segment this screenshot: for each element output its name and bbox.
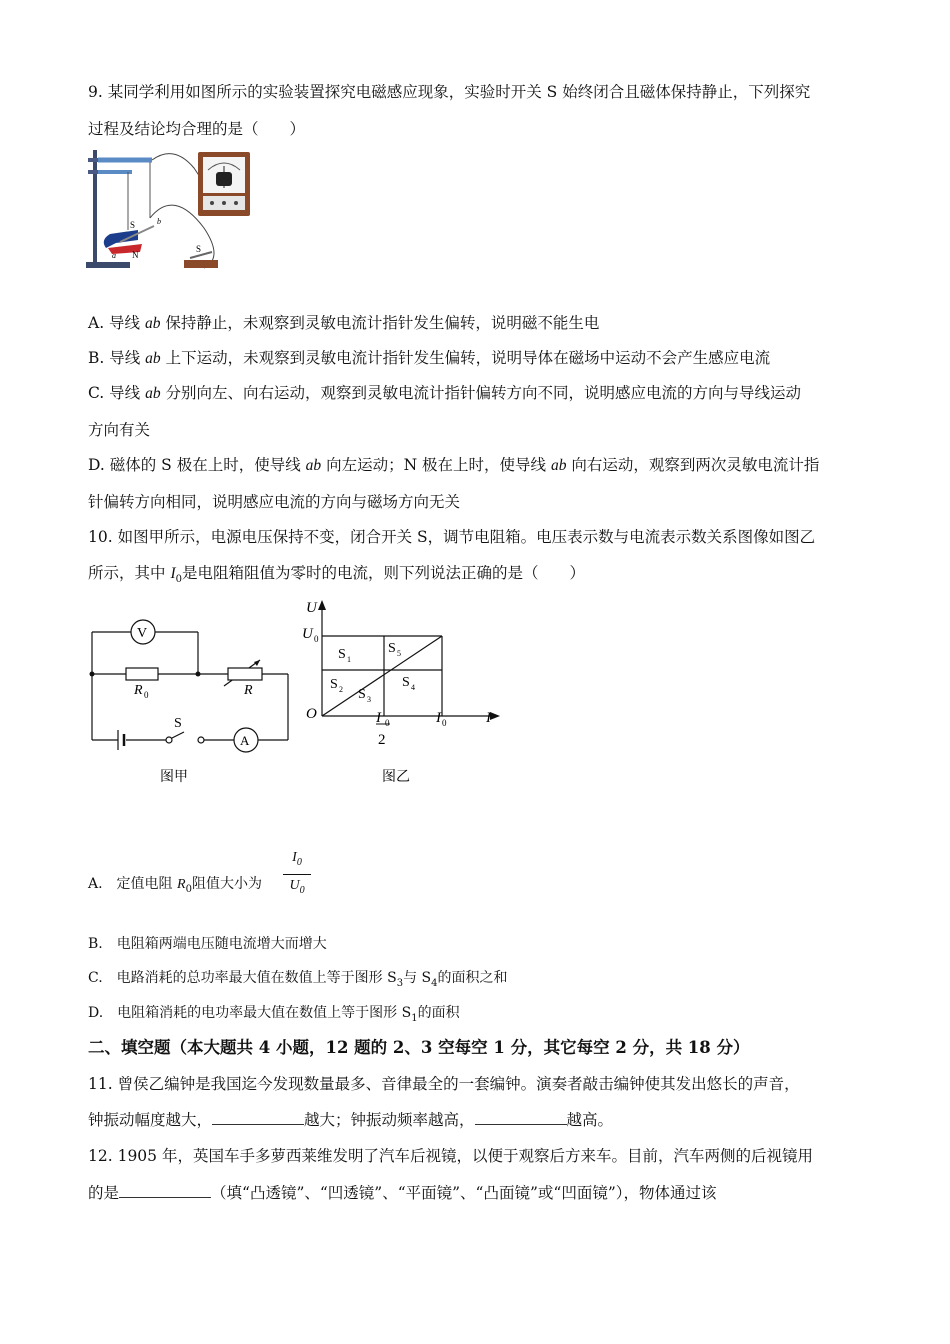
- graph-caption: 图乙: [382, 770, 410, 785]
- s2-sub: 2: [339, 685, 343, 694]
- q12-line2: 的是 （填“凸透镜”、“凹透镜”、“平面镜”、“凸面镜”或“凹面镜”），物体通过该: [88, 1184, 717, 1202]
- ammeter-label: A: [240, 733, 250, 748]
- q10-circuit-diagram: [88, 612, 298, 792]
- s4-sub: 4: [411, 683, 415, 692]
- i-axis-label: I: [486, 710, 491, 726]
- voltmeter-label: V: [137, 626, 148, 641]
- r0-label-sub: 0: [144, 690, 149, 700]
- u0-label-sub: 0: [314, 634, 319, 644]
- q9-label-switch: S: [196, 244, 202, 254]
- s1-label: S: [338, 647, 346, 662]
- q9-label-s-pole: S: [130, 220, 136, 230]
- s1-sub: 1: [347, 655, 351, 664]
- r0-label: R: [134, 683, 143, 698]
- circuit-caption: 图甲: [160, 770, 188, 785]
- q9-label-n-pole: N: [132, 250, 139, 260]
- q9-stem-line1: 9. 某同学利用如图所示的实验装置探究电磁感应现象，实验时开关 S 始终闭合且磁体保持静止，下列探究: [88, 83, 811, 101]
- i0-half-num-sub: 0: [385, 718, 390, 728]
- s3-label: S: [358, 687, 366, 702]
- u-axis-label: U: [306, 600, 317, 616]
- s5-sub: 5: [397, 649, 401, 658]
- q9-option-a: A. 导线 ab 保持静止，未观察到灵敏电流计指针发生偏转，说明磁不能生电: [88, 314, 600, 332]
- q10-option-b: B. 电阻箱两端电压随电流增大而增大: [88, 936, 327, 952]
- q10-ui-graph: [298, 594, 508, 790]
- q11-blank-2[interactable]: [475, 1110, 567, 1125]
- q10-option-d: D. 电阻箱消耗的电功率最大值在数值上等于图形 $S_1$的面积: [88, 1005, 460, 1024]
- q11-blank-1[interactable]: [212, 1110, 304, 1125]
- q9-stem-line2: 过程及结论均合理的是（ ）: [88, 120, 306, 138]
- r-label: R: [244, 683, 253, 698]
- q9-galvanometer-figure: [196, 148, 252, 222]
- q10-option-c: C. 电路消耗的总功率最大值在数值上等于图形 $S_3$与 $S_4$的面积之和: [88, 970, 508, 989]
- s4-label: S: [402, 675, 410, 690]
- s2-label: S: [330, 677, 338, 692]
- q10-stem-line1: 10. 如图甲所示，电源电压保持不变，闭合开关 S，调节电阻箱。电压表示数与电流表示数关系图像如图乙: [88, 528, 816, 546]
- q9-option-c-line2: 方向有关: [88, 421, 151, 439]
- q11-line1: 11. 曾侯乙编钟是我国迄今发现数量最多、音律最全的一套编钟。演奏者敲击编钟使其发出悠长的声音，: [88, 1075, 800, 1093]
- q9-option-d: D. 磁体的 S 极在上时，使导线 ab 向左运动；N 极在上时，使导线 ab 向右运动，观察到两次灵敏电流计指: [88, 456, 820, 474]
- q9-option-c: C. 导线 ab 分别向左、向右运动，观察到灵敏电流计指针偏转方向不同，说明感应电流的方向与导线运动: [88, 384, 802, 402]
- q9-option-b: B. 导线 ab 上下运动，未观察到灵敏电流计指针发生偏转，说明导体在磁场中运动不会产生感应电流: [88, 349, 771, 367]
- s3-sub: 3: [367, 695, 371, 704]
- q9-label-a: a: [112, 251, 116, 260]
- q9-option-d-line2: 针偏转方向相同，说明感应电流的方向与磁场方向无关: [88, 493, 461, 511]
- i0-label-sub: 0: [442, 718, 447, 728]
- resistance-box: [228, 668, 262, 680]
- q10-stem-line2: 所示，其中 $I_0$是电阻箱阻值为零时的电流，则下列说法正确的是（ ）: [88, 564, 585, 586]
- i0-label: I: [436, 710, 441, 726]
- section2-heading: 二、填空题（本大题共 4 小题，12 题的 2、3 空每空 1 分，其它每空 2 分，共 18 分）: [88, 1038, 750, 1057]
- r0-resistor: [126, 668, 158, 680]
- u0-label: U: [302, 626, 313, 642]
- switch-label: S: [174, 716, 182, 731]
- q12-line1: 12. 1905 年，英国车手多萝西莱维发明了汽车后视镜，以便于观察后方来车。目前，汽车两侧的后视镜用: [88, 1147, 813, 1165]
- origin-label: O: [306, 706, 317, 722]
- s5-label: S: [388, 641, 396, 656]
- i0-half-num: I: [376, 710, 381, 726]
- i0-half-den: 2: [378, 732, 386, 748]
- q10-option-a-fraction: $I_0$ $U_0$: [283, 848, 311, 901]
- q11-line2: 钟振动幅度越大， 越大；钟振动频率越高， 越高。: [88, 1111, 614, 1129]
- q12-blank-1[interactable]: [119, 1183, 211, 1198]
- q10-option-a: A. 定值电阻 $R_0$阻值大小为: [88, 876, 262, 895]
- q9-label-b: b: [157, 217, 161, 226]
